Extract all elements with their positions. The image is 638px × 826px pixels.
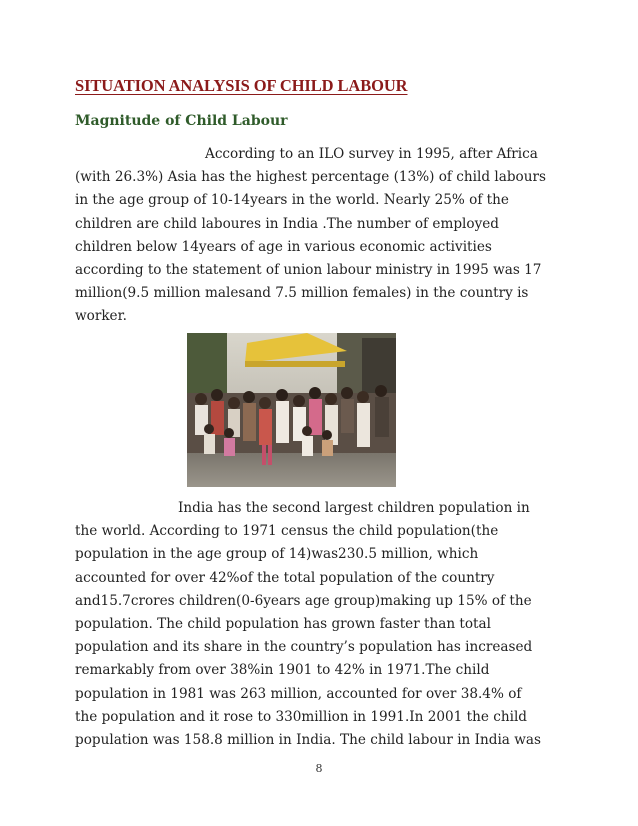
text-line: the world. According to 1971 census the child population(the bbox=[75, 523, 499, 540]
text-line: (with 26.3%) Asia has the highest percentage (13%) of child labours bbox=[75, 169, 546, 186]
text-line: and15.7crores children(0-6years age group)making up 15% of the bbox=[75, 592, 532, 609]
text-line: population was 158.8 million in India. The child labour in India was bbox=[75, 732, 541, 749]
text-line: population and its share in the country’s population has increased bbox=[75, 639, 533, 656]
paragraph-census bbox=[75, 497, 575, 752]
text-line: according to the statement of union labour ministry in 1995 was 17 bbox=[75, 262, 542, 279]
text-line: million(9.5 million malesand 7.5 million females) in the country is bbox=[75, 285, 529, 302]
text-line: remarkably from over 38%in 1901 to 42% in 1971.The child bbox=[75, 662, 490, 679]
text-line: worker. bbox=[75, 308, 127, 325]
text-line: population in 1981 was 263 million, accounted for over 38.4% of bbox=[75, 685, 522, 702]
page-number: 8 bbox=[315, 762, 323, 775]
text-line: According to an ILO survey in 1995, after Africa bbox=[205, 146, 538, 162]
paragraph-ilo-survey bbox=[75, 143, 575, 329]
page-title: SITUATION ANALYSIS OF CHILD LABOUR bbox=[75, 76, 408, 95]
text-line: India has the second largest children population in bbox=[178, 500, 530, 516]
text-line: children below 14years of age in various economic activities bbox=[75, 238, 492, 255]
text-line: children are child laboures in India .The number of employed bbox=[75, 215, 500, 232]
text-line: the population and it rose to 330million in 1991.In 2001 the child bbox=[75, 708, 527, 725]
children-group-photo bbox=[187, 333, 396, 487]
text-line: population. The child population has grown faster than total bbox=[75, 616, 491, 633]
text-line: population in the age group of 14)was230.5 million, which bbox=[75, 546, 479, 563]
text-line: in the age group of 10-14years in the world. Nearly 25% of the bbox=[75, 192, 509, 209]
text-line: accounted for over 42%of the total population of the country bbox=[75, 569, 495, 586]
section-subtitle: Magnitude of Child Labour bbox=[75, 113, 288, 129]
